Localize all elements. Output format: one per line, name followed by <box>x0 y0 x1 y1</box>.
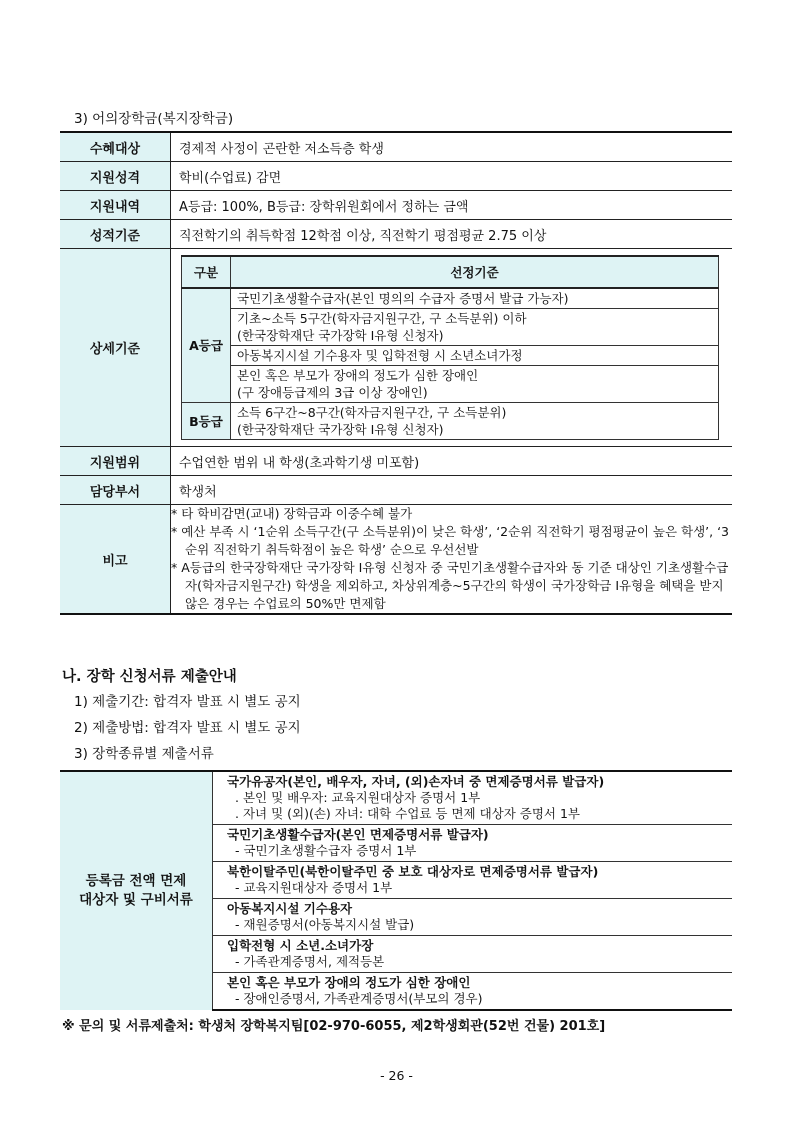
docs-group-title: 입학전형 시 소년.소녀가장 <box>227 938 374 953</box>
grade-a-label: A등급 <box>182 288 231 403</box>
grade-a-row <box>182 288 719 309</box>
criteria-item <box>231 346 719 366</box>
criteria-item <box>231 403 719 440</box>
docs-group-item: - 교육지원대상자 증명서 1부 <box>235 880 393 895</box>
criteria-item <box>231 309 719 346</box>
docs-group <box>213 771 733 825</box>
row-label: 지원내역 <box>60 191 171 220</box>
list-item: 1) 제출기간: 합격자 발표 시 별도 공지 <box>74 694 301 710</box>
docs-group-title: 국민기초생활수급자(본인 면제증명서류 발급자) <box>227 827 489 842</box>
table-row <box>60 220 732 249</box>
criteria-line: 국민기초생활수급자(본인 명의의 수급자 증명서 발급 가능자) <box>237 291 569 306</box>
criteria-line: (한국장학재단 국가장학 I유형 신청자) <box>237 328 444 343</box>
row-value: 수업연한 범위 내 학생(초과학기생 미포함) <box>171 447 733 476</box>
detail-row <box>60 249 732 447</box>
docs-group-item: - 가족관계증명서, 제적등본 <box>235 954 385 969</box>
row-label: 성적기준 <box>60 220 171 249</box>
row-label: 지원범위 <box>60 447 171 476</box>
note-item: * 타 학비감면(교내) 장학금과 이중수혜 불가 <box>171 506 413 521</box>
docs-group-row <box>60 771 732 825</box>
criteria-line: 본인 혹은 부모가 장애의 정도가 심한 장애인 <box>237 368 479 383</box>
criteria-line: 소득 6구간~8구간(학자금지원구간, 구 소득분위) <box>237 405 507 420</box>
table-row <box>60 132 732 162</box>
docs-group-title: 본인 혹은 부모가 장애의 정도가 심한 장애인 <box>227 975 471 990</box>
docs-group <box>213 973 733 1011</box>
docs-group <box>213 936 733 973</box>
note-row <box>60 505 732 615</box>
table-row <box>60 476 732 505</box>
docs-group-title: 국가유공자(본인, 배우자, 자녀, (외)손자녀 중 면제증명서류 발급자) <box>227 774 605 789</box>
list-item: 3) 장학종류별 제출서류 <box>74 746 214 762</box>
section-heading: 3) 어의장학금(복지장학금) <box>74 111 234 127</box>
criteria-item <box>231 288 719 309</box>
docs-group-item: . 자녀 및 (외)(손) 자녀: 대학 수업료 등 면제 대상자 증명서 1부 <box>235 806 581 821</box>
docs-group-item: - 재원증명서(아동복지시설 발급) <box>235 917 415 932</box>
row-value: 학비(수업료) 감면 <box>171 162 733 191</box>
documents-table <box>60 770 732 1011</box>
docs-label-line: 대상자 및 구비서류 <box>79 892 193 908</box>
note-item: * A등급의 한국장학재단 국가장학 I유형 신청자 중 국민기초생활수급자와 동 기준 대상인 기초생활수급자(학자금지원구간) 학생을 제외하고, 차상위계층~5구간의 학생이 국가장학금 I유형을 혜택을 받지 않은 경우는 수업료의 50%만 면제함 <box>171 560 729 611</box>
row-value: A등급: 100%, B등급: 장학위원회에서 정하는 금액 <box>171 191 733 220</box>
detail-header-row <box>182 256 719 288</box>
grade-a-row <box>182 366 719 403</box>
note-label: 비고 <box>60 505 171 615</box>
criteria-line: 기초~소득 5구간(학자금지원구간, 구 소득분위) 이하 <box>237 311 527 326</box>
detail-criteria-table <box>181 255 719 440</box>
docs-group-item: - 장애인증명서, 가족관계증명서(부모의 경우) <box>235 991 483 1006</box>
list-item: 2) 제출방법: 합격자 발표 시 별도 공지 <box>74 720 301 736</box>
docs-group <box>213 862 733 899</box>
docs-label-line: 등록금 전액 면제 <box>85 873 187 889</box>
col-criteria-header: 선정기준 <box>231 256 719 288</box>
grade-a-row <box>182 309 719 346</box>
table-row <box>60 162 732 191</box>
contact-note: ※ 문의 및 서류제출처: 학생처 장학복지팀[02-970-6055, 제2학생회관(52번 건물) 201호] <box>62 1019 606 1034</box>
row-value: 경제적 사정이 곤란한 저소득층 학생 <box>171 132 733 162</box>
table-row <box>60 191 732 220</box>
detail-cell <box>171 249 733 447</box>
notes-cell <box>171 505 733 615</box>
section-b-title: 나. 장학 신청서류 제출안내 <box>62 669 237 685</box>
col-category-header: 구분 <box>182 256 231 288</box>
docs-group-title: 아동복지시설 기수용자 <box>227 901 353 916</box>
row-label: 담당부서 <box>60 476 171 505</box>
docs-group-item: - 국민기초생활수급자 증명서 1부 <box>235 843 417 858</box>
detail-label: 상세기준 <box>60 249 171 447</box>
grade-b-label: B등급 <box>182 403 231 440</box>
row-label: 지원성격 <box>60 162 171 191</box>
criteria-line: 아동복지시설 기수용자 및 입학전형 시 소년소녀가정 <box>237 348 523 363</box>
docs-group <box>213 825 733 862</box>
table-row <box>60 447 732 476</box>
scholarship-table <box>60 131 732 615</box>
criteria-line: (한국장학재단 국가장학 I유형 신청자) <box>237 422 444 437</box>
grade-a-row <box>182 346 719 366</box>
docs-label <box>60 771 213 1010</box>
criteria-line: (구 장애등급제의 3급 이상 장애인) <box>237 385 428 400</box>
row-value: 학생처 <box>171 476 733 505</box>
row-value: 직전학기의 취득학점 12학점 이상, 직전학기 평점평균 2.75 이상 <box>171 220 733 249</box>
docs-group-item: . 본인 및 배우자: 교육지원대상자 증명서 1부 <box>235 790 481 805</box>
page-number: - 26 - <box>380 1068 413 1083</box>
note-item: * 예산 부족 시 ‘1순위 소득구간(구 소득분위)이 낮은 학생’, ‘2순위 직전학기 평점평균이 높은 학생’, ‘3순위 직전학기 취득학점이 높은 학생’ 순으로 우선선발 <box>171 524 730 557</box>
criteria-item <box>231 366 719 403</box>
docs-group <box>213 899 733 936</box>
docs-group-title: 북한이탈주민(북한이탈주민 중 보호 대상자로 면제증명서류 발급자) <box>227 864 599 879</box>
grade-b-row <box>182 403 719 440</box>
row-label: 수혜대상 <box>60 132 171 162</box>
